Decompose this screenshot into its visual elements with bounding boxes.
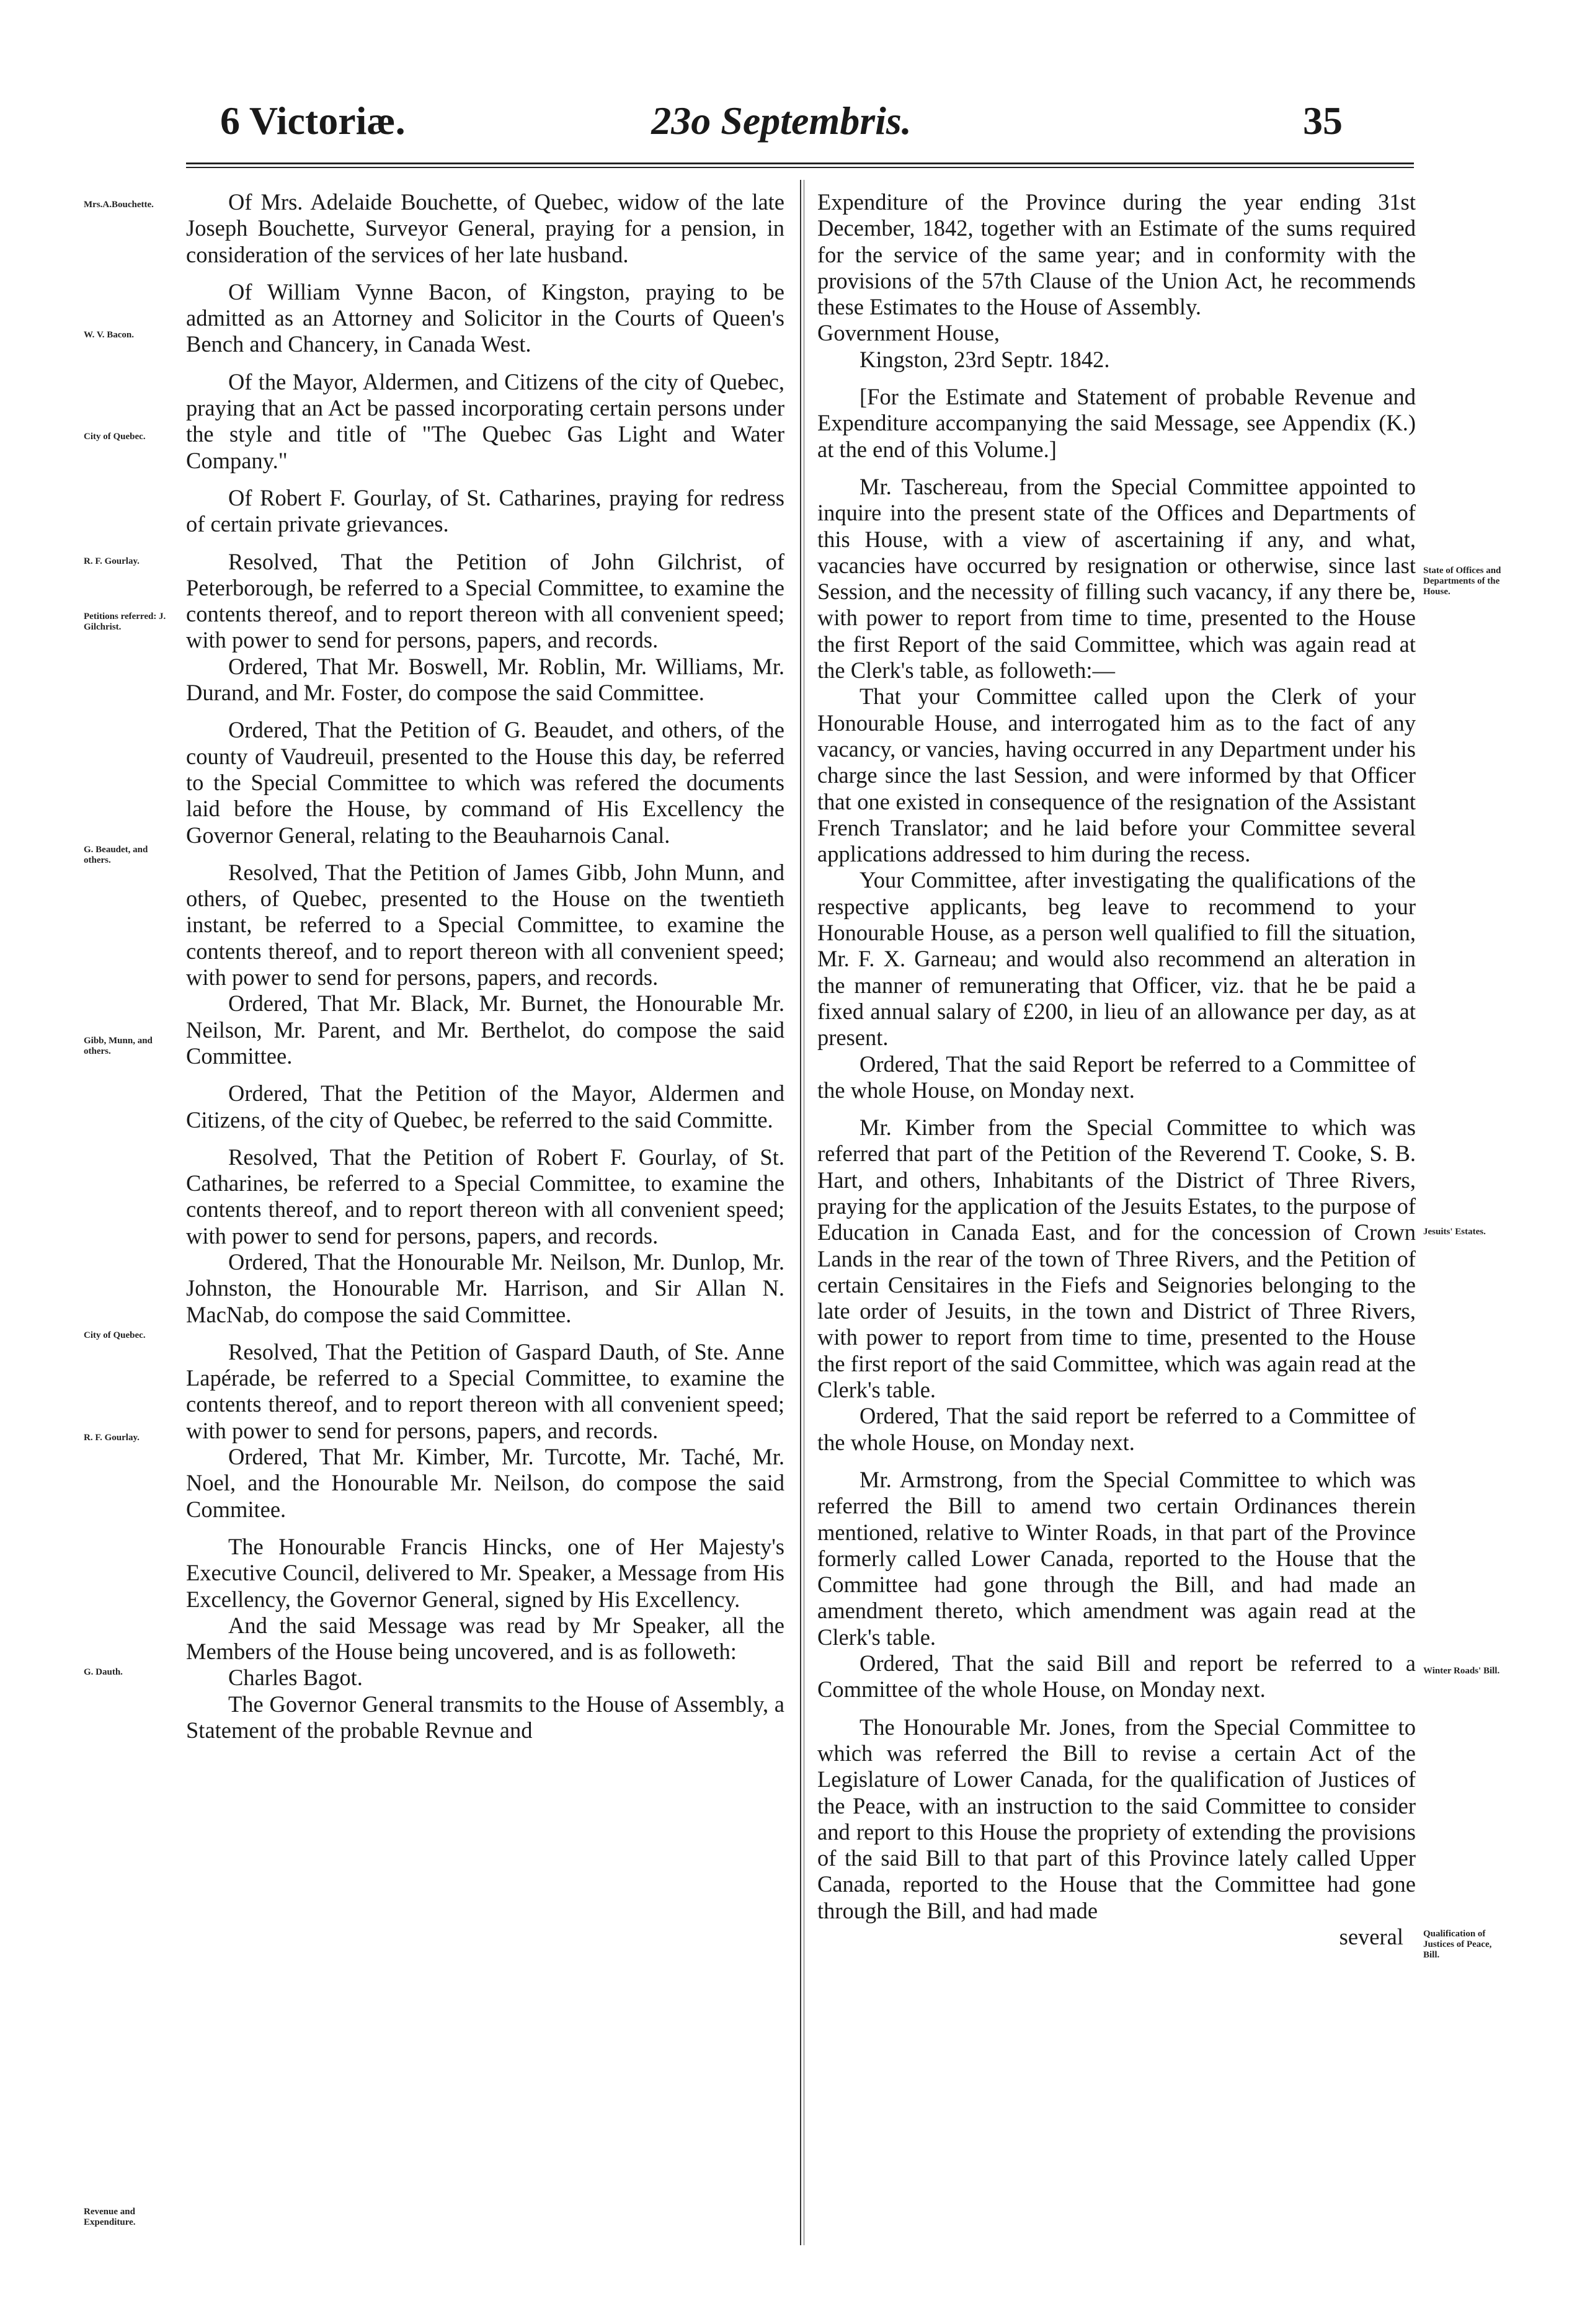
margin-note: City of Quebec. bbox=[84, 432, 146, 442]
message-date: Kingston, 23rd Septr. 1842. bbox=[860, 346, 1110, 372]
message-body-start: The Governor General transmits to the House of Assembly, a Statement of the probable Revnue and bbox=[186, 1691, 784, 1743]
message-body-continued: Expenditure of the Province during the year ending 31st December, 1842, together with an Estimate of the sums required for the service of the same year; and in conformity with the provisions of the 57th Clause of the Union Act, he recommends these Estimates to the House of Assembly. bbox=[817, 189, 1416, 320]
margin-note: R. F. Gourlay. bbox=[84, 1433, 140, 1443]
report-offices-finding: That your Committee called upon the Clerk of your Honourable House, and interrogated him as to the fact of any vacancy, or vancies, having occurred in any Department under his charge since the last Session, and were informed by that Officer that one existed in consequence of the resignation of the Assistant French Translator; and he laid before your Committee several applications addressed to him during the recess. bbox=[817, 683, 1416, 867]
margin-note: City of Quebec. bbox=[84, 1330, 146, 1340]
page-date: 23o Septembris. bbox=[651, 99, 912, 143]
resolution-gourlay: Resolved, That the Petition of Robert F. Gourlay, of St. Catharines, be referred to a Special Committee, to examine the contents thereof, and to report thereon with all convenient speed; with power to send for persons, papers, and records. bbox=[186, 1144, 784, 1249]
left-column bbox=[186, 189, 784, 1743]
order-gourlay-committee: Ordered, That the Honourable Mr. Neilson, Mr. Dunlop, Mr. Johnston, the Honourable Mr. Harrison, and Sir Allan N. MacNab, do compose the said Committee. bbox=[186, 1249, 784, 1327]
resolution-gilchrist: Resolved, That the Petition of John Gilchrist, of Peterborough, be referred to a Special Committee, to examine the contents thereof, and to report thereon with all convenient speed; with power to send for persons, papers, and records. bbox=[186, 548, 784, 653]
margin-note: Jesuits' Estates. bbox=[1423, 1227, 1486, 1237]
order-gibb-committee: Ordered, That Mr. Black, Mr. Burnet, the Honourable Mr. Neilson, Mr. Parent, and Mr. Berthelot, do compose the said Committee. bbox=[186, 991, 784, 1069]
order-gilchrist-committee: Ordered, That Mr. Boswell, Mr. Roblin, Mr. Williams, Mr. Durand, and Mr. Foster, do compose the said Committee. bbox=[186, 653, 784, 706]
margin-note: G. Dauth. bbox=[84, 1667, 123, 1677]
petition-quebec-gas: Of the Mayor, Aldermen, and Citizens of the city of Quebec, praying that an Act be passed incorporating certain persons under the style and title of "The Quebec Gas Light and Water Company." bbox=[186, 368, 784, 473]
resolution-dauth: Resolved, That the Petition of Gaspard Dauth, of Ste. Anne Lapérade, be referred to a Special Committee, to examine the contents thereof, and to report thereon with all convenient speed; with power to send for persons, papers, and records. bbox=[186, 1338, 784, 1443]
report-offices-recommendation: Your Committee, after investigating the qualifications of the respective applicants, beg leave to recommend to your Honourable House, as a person well qualified to fill the situation, Mr. F. X. Garneau; and would also recommend an alteration in the manner of remunerating that Officer, viz. that he be paid a fixed annual salary of £200, in lieu of an allowance per day, as at present. bbox=[817, 867, 1416, 1051]
right-column bbox=[817, 189, 1416, 1950]
regnal-year: 6 Victoriæ. bbox=[220, 99, 406, 143]
petition-gourlay: Of Robert F. Gourlay, of St. Catharines, praying for redress of certain private grievances. bbox=[186, 484, 784, 537]
order-quebec-referral: Ordered, That the Petition of the Mayor, Aldermen and Citizens, of the city of Quebec, be referred to the said Committe. bbox=[186, 1080, 784, 1133]
running-head bbox=[220, 87, 1343, 155]
petition-bacon: Of William Vynne Bacon, of Kingston, praying to be admitted as an Attorney and Solicitor in the Courts of Queen's Bench and Chancery, in Canada West. bbox=[186, 278, 784, 357]
page-number: 35 bbox=[1303, 99, 1343, 143]
margin-note: Revenue and Expenditure. bbox=[84, 2207, 136, 2227]
report-winter-roads: Mr. Armstrong, from the Special Committee to which was referred the Bill to amend two certain Ordinances therein mentioned, relative to Winter Roads, in that part of the Province formerly called Lower Canada, reported to the House that the Committee had gone through the Bill, and had made an amendment thereto, which amendment was again read at the Clerk's table. bbox=[817, 1466, 1416, 1650]
order-beaudet: Ordered, That the Petition of G. Beaudet, and others, of the county of Vaudreuil, presented to the House this day, be referred to the Special Committee to which was refered the documents laid before the House, by command of His Excellency the Governor General, relating to the Beauharnois Canal. bbox=[186, 717, 784, 848]
catchword: several bbox=[1339, 1924, 1403, 1949]
order-jesuits-report: Ordered, That the said report be referred to a Committee of the whole House, on Monday next. bbox=[817, 1403, 1416, 1455]
order-dauth-committee: Ordered, That Mr. Kimber, Mr. Turcotte, Mr. Taché, Mr. Noel, and the Honourable Mr. Neilson, do compose the said Commitee. bbox=[186, 1444, 784, 1522]
margin-note: W. V. Bacon. bbox=[84, 330, 135, 340]
margin-note: G. Beaudet, and others. bbox=[84, 845, 148, 865]
margin-note: Gibb, Munn, and others. bbox=[84, 1036, 153, 1056]
margin-note: R. F. Gourlay. bbox=[84, 556, 140, 566]
petition-bouchette: Of Mrs. Adelaide Bouchette, of Quebec, widow of the late Joseph Bouchette, Surveyor General, praying for a pension, in consideration of the services of her late husband. bbox=[186, 189, 784, 267]
margin-note: State of Offices and Departments of the House. bbox=[1423, 566, 1501, 597]
message-delivery: The Honourable Francis Hincks, one of Her Majesty's Executive Council, delivered to Mr. Speaker, a Message from His Excellency, the Governor General, signed by His Excellency. bbox=[186, 1533, 784, 1612]
header-rule bbox=[186, 163, 1414, 168]
message-place: Government House, bbox=[817, 320, 1000, 346]
report-offices-intro: Mr. Taschereau, from the Special Committee appointed to inquire into the present state of the Offices and Departments of this House, with a view of ascertaining if any, and what, vacancies have occurred by resignation or otherwise, since last Session, and the necessity of filling such vacancy, if any there be, with power to report from time to time, presented to the House the first Report of the said Committee, which was again read at the Clerk's table, as followeth:— bbox=[817, 473, 1416, 683]
margin-note: Winter Roads' Bill. bbox=[1423, 1666, 1500, 1676]
message-reading: And the said Message was read by Mr Speaker, all the Members of the House being uncovered, and is as followeth: bbox=[186, 1612, 784, 1665]
order-offices-report: Ordered, That the said Report be referred to a Committee of the whole House, on Monday next. bbox=[817, 1051, 1416, 1103]
appendix-note: [For the Estimate and Statement of probable Revenue and Expenditure accompanying the said Message, see Appendix (K.) at the end of this Volume.] bbox=[817, 384, 1416, 462]
margin-note: Qualification of Justices of Peace, Bill. bbox=[1423, 1929, 1492, 1960]
report-justices-qualification: The Honourable Mr. Jones, from the Special Committee to which was referred the Bill to revise a certain Act of the Legislature of Lower Canada, for the qualification of Justices of the Peace, with an instruction to the said Committee to consider and report to this House the propriety of extending the provisions of the said Bill to that part of this Province lately called Upper Canada, reported to the House that the Committee had gone through the Bill, and had made bbox=[817, 1714, 1416, 1923]
message-signature: Charles Bagot. bbox=[228, 1665, 363, 1691]
column-divider bbox=[800, 180, 801, 2245]
resolution-gibb-munn: Resolved, That the Petition of James Gibb, John Munn, and others, of Quebec, presented to the House on the twentieth instant, be referred to a Special Committee, to examine the contents thereof, and to report thereon with all convenient speed; with power to send for persons, papers, and records. bbox=[186, 859, 784, 991]
report-jesuits-estates: Mr. Kimber from the Special Committee to which was referred that part of the Petition of the Reverend T. Cooke, S. B. Hart, and others, Inhabitants of the District of Three Rivers, praying for the application of the Jesuits Estates, to the purpose of Education in Canada East, and for the concession of Crown Lands in the rear of the town of Three Rivers, and the Petition of certain Censitaires in the Fiefs and Seignories belonging to the late order of Jesuits, in the town and District of Three Rivers, with power to report from time to time, presented to the House the first report of the said Committee, which was again read at the Clerk's table. bbox=[817, 1115, 1416, 1403]
margin-note: Mrs.A.Bouchette. bbox=[84, 200, 154, 210]
order-winter-roads: Ordered, That the said Bill and report be referred to a Committee of the whole House, on Monday next. bbox=[817, 1650, 1416, 1703]
margin-note: Petitions referred: J. Gilchrist. bbox=[84, 612, 166, 632]
